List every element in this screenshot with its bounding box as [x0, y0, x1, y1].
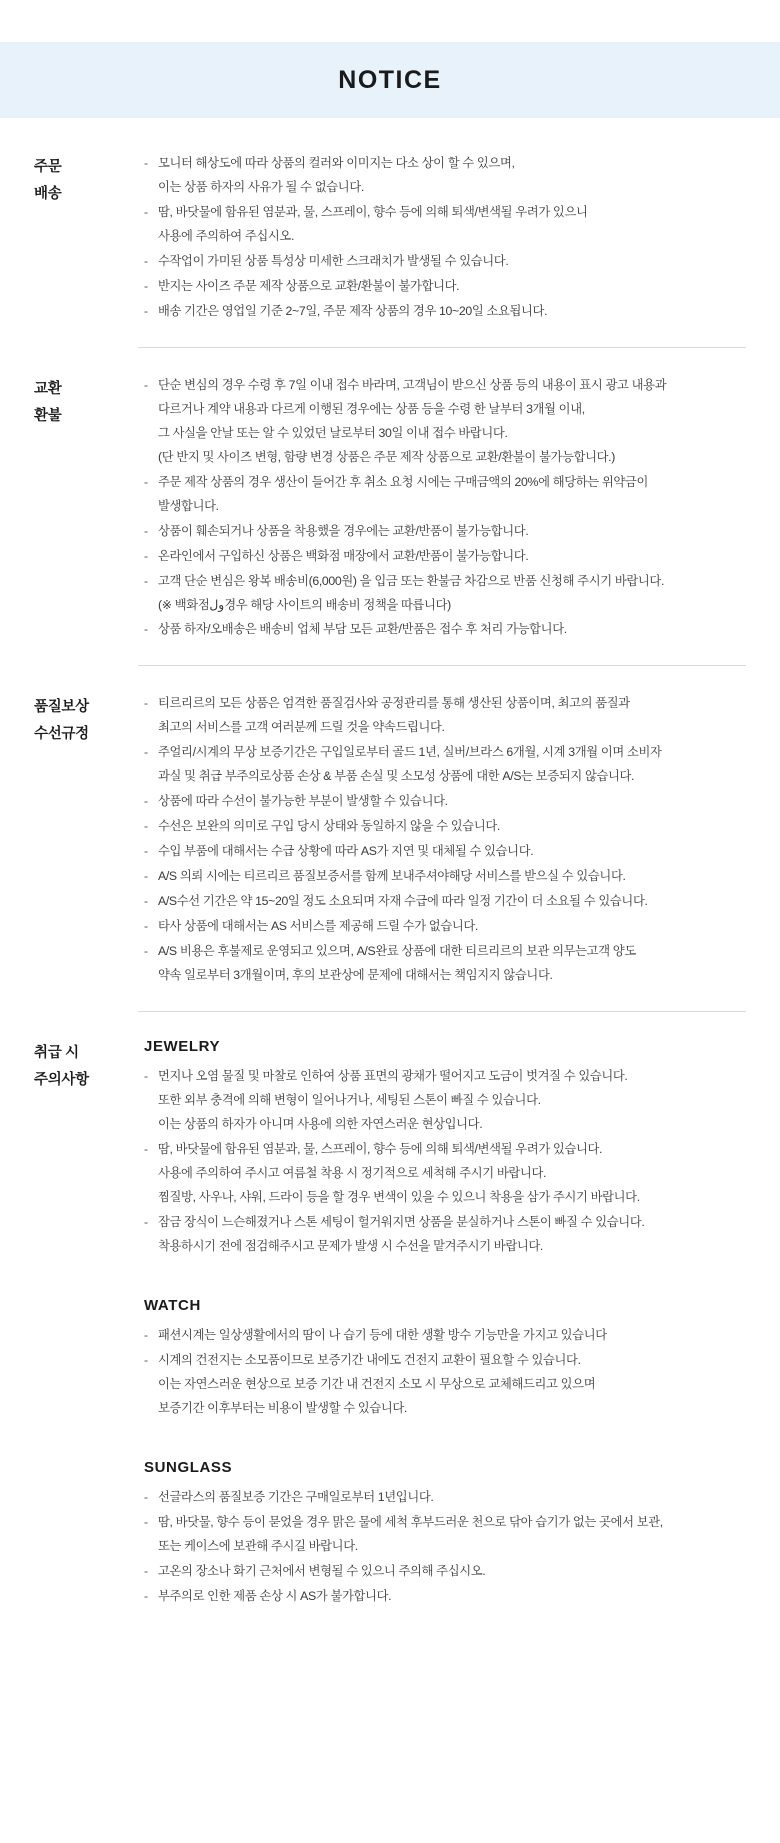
text-line: (단 반지 및 사이즈 변형, 함량 변경 상품은 주문 제작 상품으로 교환/환불이 불가능합니다.): [158, 449, 615, 464]
notice-header: [0, 42, 780, 118]
text-line: 단순 변심의 경우 수령 후 7일 이내 접수 바라며, 고객님이 받으신 상품 등의 내용이 표시 광고 내용과: [158, 377, 667, 392]
text-line: 상품 하자/오배송은 배송비 업체 부담 모든 교환/반품은 접수 후 처리 가능합니다.: [158, 622, 567, 637]
text-line: 티르리르의 모든 상품은 엄격한 품질검사와 공정관리를 통해 생산된 상품이며, 최고의 품질과: [158, 696, 630, 711]
list-item: [144, 840, 746, 864]
bullet-dash: -: [144, 844, 148, 859]
section-heading: [34, 374, 138, 644]
list-item-text: [158, 815, 746, 839]
text-line: A/S 비용은 후불제로 운영되고 있으며, A/S완료 상품에 대한 티르리르의 보관 의무는고객 양도: [158, 944, 636, 959]
list-item-text: [158, 890, 746, 914]
list-item-text: [158, 790, 746, 814]
care-subheading: JEWELRY: [144, 1038, 221, 1056]
bullet-dash: -: [144, 894, 148, 909]
list-item-text: [158, 1560, 746, 1584]
bullet-dash: -: [144, 1327, 148, 1342]
list-item: [144, 250, 746, 274]
text-line: 부주의로 인한 제품 손상 시 AS가 불가합니다.: [158, 1588, 392, 1603]
section-heading-line: 주의사항: [34, 1071, 89, 1088]
section-heading-line: 배송: [34, 185, 62, 202]
notice-section-care: [0, 1038, 780, 1609]
notice-list: [144, 152, 746, 324]
text-line: 또한 외부 충격에 의해 변형이 일어나거나, 세팅된 스톤이 빠질 수 있습니다.: [158, 1093, 541, 1108]
list-item: [144, 1065, 746, 1137]
notice-section: [0, 374, 780, 644]
text-line: 보증기간 이후부터는 비용이 발생할 수 있습니다.: [158, 1400, 407, 1415]
bullet-dash: -: [144, 944, 148, 959]
bullet-dash: -: [144, 919, 148, 934]
section-divider: [138, 665, 746, 666]
section-body: [138, 374, 746, 644]
list-item-text: [158, 741, 746, 789]
bullet-dash: -: [144, 548, 148, 563]
bullet-dash: -: [144, 573, 148, 588]
text-line: 상품에 따라 수선이 불가능한 부분이 발생할 수 있습니다.: [158, 794, 448, 809]
list-item: [144, 1138, 746, 1210]
page-title: NOTICE: [338, 65, 442, 94]
text-line: (※ 백화점ول경우 해당 사이트의 배송비 정책을 따릅니다): [158, 597, 451, 612]
section-heading: [34, 1038, 138, 1609]
list-item-text: [158, 1065, 746, 1137]
notice-page: [0, 42, 780, 1843]
section-heading-line: 주문: [34, 159, 62, 175]
notice-list: [144, 692, 746, 988]
notice-list: [144, 1065, 746, 1259]
list-item-text: [158, 1349, 746, 1421]
text-line: 발생합니다.: [158, 498, 219, 513]
list-item-text: [158, 840, 746, 864]
bullet-dash: -: [144, 1069, 148, 1084]
text-line: 과실 및 취급 부주의로상품 손상 & 부품 손실 및 소모성 상품에 대한 A/S는 보증되지 않습니다.: [158, 769, 635, 784]
care-subgroup: [144, 1297, 746, 1421]
list-item: [144, 1349, 746, 1421]
notice-section: [0, 692, 780, 989]
section-heading-line: 품질보상: [34, 699, 89, 716]
section-heading-line: 교환: [34, 380, 62, 397]
text-line: 선글라스의 품질보증 기간은 구매일로부터 1년입니다.: [158, 1489, 434, 1504]
section-body: [138, 1038, 746, 1609]
text-line: 먼지나 오염 물질 및 마찰로 인하여 상품 표면의 광채가 떨어지고 도금이 벗겨질 수 있습니다.: [158, 1069, 628, 1084]
bullet-dash: -: [144, 156, 148, 170]
list-item-text: [158, 915, 746, 939]
list-item: [144, 545, 746, 569]
list-item: [144, 790, 746, 814]
text-line: 패션시계는 일상생활에서의 땀이 나 습기 등에 대한 생활 방수 기능만을 가지고 있습니다: [158, 1327, 607, 1342]
text-line: 사용에 주의하여 주십시오.: [158, 228, 295, 243]
notice-list: [144, 374, 746, 643]
list-item-text: [158, 1585, 746, 1609]
list-item: [144, 1585, 746, 1609]
bullet-dash: -: [144, 523, 148, 538]
bullet-dash: -: [144, 819, 148, 834]
section-divider: [138, 347, 746, 348]
list-item-text: [158, 520, 746, 544]
list-item: [144, 815, 746, 839]
list-item: [144, 300, 746, 324]
bullet-dash: -: [144, 1141, 148, 1156]
list-item: [144, 865, 746, 889]
bullet-dash: -: [144, 1514, 148, 1529]
bullet-dash: -: [144, 303, 148, 318]
text-line: 타사 상품에 대해서는 AS 서비스를 제공해 드릴 수가 없습니다.: [158, 919, 478, 934]
list-item: [144, 915, 746, 939]
list-item-text: [158, 275, 746, 299]
text-line: 이는 자연스러운 현상으로 보증 기간 내 건전지 소모 시 무상으로 교체해드리고 있으며: [158, 1376, 596, 1391]
bullet-dash: -: [144, 1489, 148, 1504]
section-heading: [34, 152, 138, 325]
text-line: 찜질방, 사우나, 샤워, 드라이 등을 할 경우 변색이 있을 수 있으니 착용을 삼가 주시기 바랍니다.: [158, 1189, 640, 1204]
section-divider: [138, 1011, 746, 1012]
list-item-text: [158, 1211, 746, 1259]
bullet-dash: -: [144, 377, 148, 392]
list-item: [144, 1560, 746, 1584]
list-item: [144, 570, 746, 618]
list-item-text: [158, 1138, 746, 1210]
list-item: [144, 152, 746, 200]
list-item-text: [158, 1511, 746, 1559]
text-line: 땀, 바닷물, 향수 등이 묻었을 경우 맑은 물에 세척 후부드러운 천으로 닦아 습기가 없는 곳에서 보관,: [158, 1514, 663, 1529]
care-subgroup: [144, 1038, 746, 1259]
list-item-text: [158, 300, 746, 324]
bullet-dash: -: [144, 1563, 148, 1578]
text-line: 또는 케이스에 보관해 주시길 바랍니다.: [158, 1538, 358, 1553]
text-line: 주문 제작 상품의 경우 생산이 들어간 후 취소 요청 시에는 구매금액의 20%에 해당하는 위약금이: [158, 474, 648, 489]
notice-sections: [0, 152, 780, 1610]
text-line: 그 사실을 안날 또는 알 수 있었던 날로부터 30일 이내 접수 바랍니다.: [158, 425, 508, 440]
list-item-text: [158, 201, 746, 249]
bottom-spacer: [0, 1610, 780, 1664]
section-body: [138, 692, 746, 989]
list-item-text: [158, 618, 746, 642]
text-line: 수입 부품에 대해서는 수급 상황에 따라 AS가 지연 및 대체될 수 있습니다.: [158, 844, 534, 859]
list-item-text: [158, 865, 746, 889]
care-subheading: WATCH: [144, 1296, 201, 1314]
list-item: [144, 890, 746, 914]
list-item: [144, 1486, 746, 1510]
section-heading-line: 취급 시: [34, 1045, 79, 1062]
text-line: 수작업이 가미된 상품 특성상 미세한 스크래치가 발생될 수 있습니다.: [158, 253, 509, 268]
text-line: 이는 상품의 하자가 아니며 사용에 의한 자연스러운 현상입니다.: [158, 1117, 483, 1131]
list-item: [144, 741, 746, 789]
care-subheading: SUNGLASS: [144, 1458, 233, 1476]
bullet-dash: -: [144, 1214, 148, 1229]
text-line: 사용에 주의하여 주시고 여름철 착용 시 정기적으로 세척해 주시기 바랍니다.: [158, 1165, 547, 1180]
text-line: 잠금 장식이 느슨해졌거나 스톤 세팅이 헐거워지면 상품을 분실하거나 스톤이 빠질 수 있습니다.: [158, 1214, 645, 1229]
list-item-text: [158, 570, 746, 618]
care-subgroup: [144, 1459, 746, 1609]
notice-list: [144, 1486, 746, 1609]
bullet-dash: -: [144, 1352, 148, 1367]
list-item: [144, 1511, 746, 1559]
list-item-text: [158, 152, 746, 200]
list-item: [144, 275, 746, 299]
list-item-text: [158, 1486, 746, 1510]
list-item: [144, 940, 746, 988]
list-item: [144, 1211, 746, 1259]
list-item: [144, 520, 746, 544]
text-line: 이는 상품 하자의 사유가 될 수 없습니다.: [158, 179, 364, 194]
list-item: [144, 374, 746, 470]
text-line: 수선은 보완의 의미로 구입 당시 상태와 동일하지 않을 수 있습니다.: [158, 819, 500, 834]
text-line: 온라인에서 구입하신 상품은 백화점 매장에서 교환/반품이 불가능합니다.: [158, 548, 529, 563]
section-heading-line: 수선규정: [34, 726, 89, 743]
section-heading-line: 환불: [34, 407, 62, 424]
list-item-text: [158, 1324, 746, 1348]
text-line: 고객 단순 변심은 왕복 배송비(6,000원) 을 입금 또는 환불금 차감으로 반품 신청해 주시기 바랍니다.: [158, 573, 665, 588]
text-line: 다르거나 계약 내용과 다르게 이행된 경우에는 상품 등을 수령 한 날부터 3개월 이내,: [158, 401, 585, 416]
text-line: 시계의 건전지는 소모품이므로 보증기간 내에도 건전지 교환이 필요할 수 있습니다.: [158, 1352, 581, 1367]
list-item: [144, 618, 746, 642]
notice-list: [144, 1324, 746, 1421]
notice-section: [0, 152, 780, 325]
list-item: [144, 471, 746, 519]
list-item: [144, 692, 746, 740]
bullet-dash: -: [144, 253, 148, 268]
list-item-text: [158, 250, 746, 274]
text-line: 최고의 서비스를 고객 여러분께 드릴 것을 약속드립니다.: [158, 720, 445, 735]
bullet-dash: -: [144, 745, 148, 760]
bullet-dash: -: [144, 869, 148, 884]
bullet-dash: -: [144, 1588, 148, 1603]
list-item: [144, 201, 746, 249]
list-item: [144, 1324, 746, 1348]
text-line: 땀, 바닷물에 함유된 염분과, 물, 스프레이, 향수 등에 의해 퇴색/변색될 우려가 있습니다.: [158, 1141, 603, 1156]
bullet-dash: -: [144, 696, 148, 711]
section-body: [138, 152, 746, 325]
text-line: 배송 기간은 영업일 기준 2~7일, 주문 제작 상품의 경우 10~20일 소요됩니다.: [158, 303, 548, 318]
bullet-dash: -: [144, 622, 148, 637]
list-item-text: [158, 545, 746, 569]
bullet-dash: -: [144, 204, 148, 219]
section-heading: [34, 692, 138, 989]
text-line: 주얼리/시계의 무상 보증기간은 구입일로부터 골드 1년, 실버/브라스 6개월, 시계 3개월 이며 소비자: [158, 745, 662, 760]
bullet-dash: -: [144, 794, 148, 809]
text-line: A/S수선 기간은 약 15~20일 정도 소요되며 자재 수급에 따라 일정 기간이 더 소요될 수 있습니다.: [158, 894, 648, 909]
text-line: 땀, 바닷물에 함유된 염분과, 물, 스프레이, 향수 등에 의해 퇴색/변색될 우려가 있으니: [158, 204, 588, 219]
list-item-text: [158, 940, 746, 988]
list-item-text: [158, 692, 746, 740]
text-line: 상품이 훼손되거나 상품을 착용했을 경우에는 교환/반품이 불가능합니다.: [158, 523, 529, 538]
list-item-text: [158, 471, 746, 519]
text-line: 약속 일로부터 3개월이며, 후의 보관상에 문제에 대해서는 책임지지 않습니다.: [158, 968, 553, 983]
list-item-text: [158, 374, 746, 470]
bullet-dash: -: [144, 474, 148, 489]
bullet-dash: -: [144, 278, 148, 293]
text-line: 착용하시기 전에 점검해주시고 문제가 발생 시 수선을 맡겨주시기 바랍니다.: [158, 1238, 543, 1253]
text-line: A/S 의뢰 시에는 티르리르 품질보증서를 함께 보내주셔야해당 서비스를 받으실 수 있습니다.: [158, 869, 626, 884]
text-line: 모니터 해상도에 따라 상품의 컬러와 이미지는 다소 상이 할 수 있으며,: [158, 156, 515, 170]
text-line: 고온의 장소나 화기 근처에서 변형될 수 있으니 주의해 주십시오.: [158, 1563, 486, 1578]
text-line: 반지는 사이즈 주문 제작 상품으로 교환/환불이 불가합니다.: [158, 278, 460, 293]
